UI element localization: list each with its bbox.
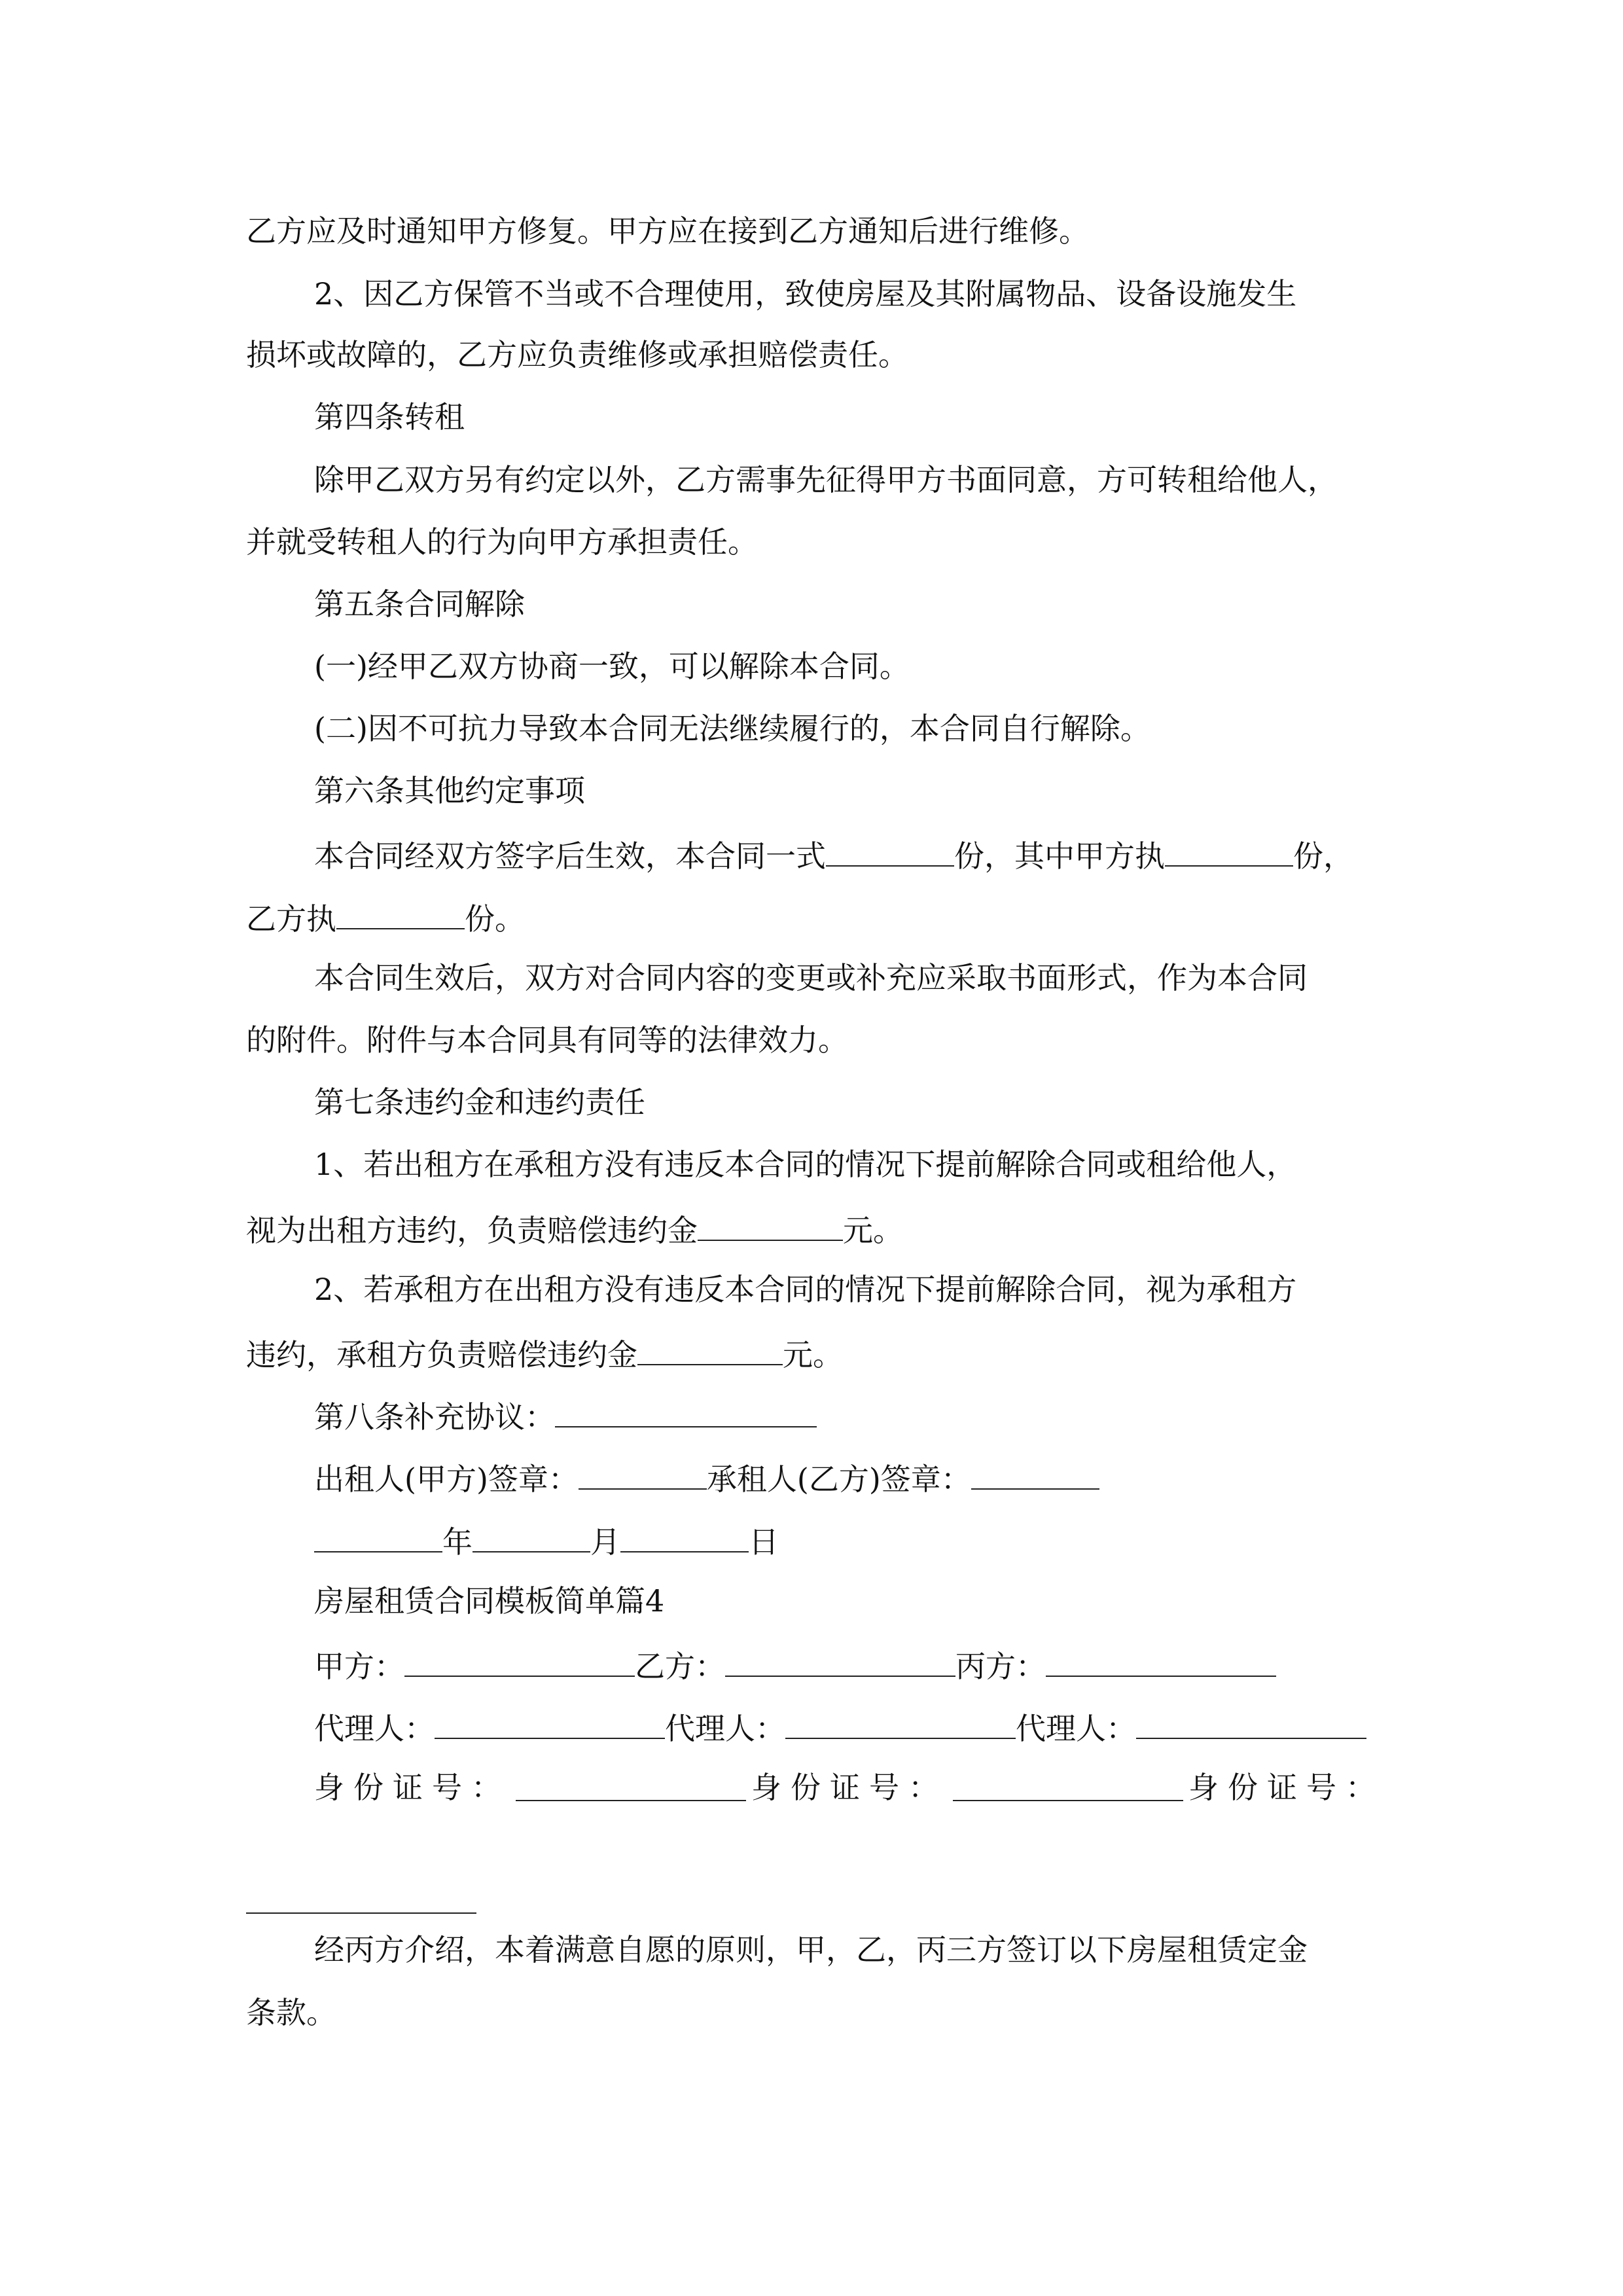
date-line	[314, 1516, 1385, 1562]
id-c-label: 身份证号：	[1188, 1770, 1385, 1805]
penalty-text: 元。	[783, 1337, 843, 1372]
party-b-label: 乙方：	[635, 1649, 725, 1684]
paragraph-line: 除甲乙双方另有约定以外，乙方需事先征得甲方书面同意，方可转租给他人，	[314, 462, 1338, 497]
copies-total-blank[interactable]	[826, 830, 954, 867]
id-a-blank[interactable]	[516, 1765, 746, 1801]
day-label: 日	[749, 1524, 779, 1560]
supplementary-agreement-blank[interactable]	[555, 1391, 817, 1427]
penalty-line	[246, 1329, 1385, 1374]
parties-line	[314, 1640, 1385, 1686]
paragraph-line: 条款。	[246, 1995, 336, 2030]
agent-c-label: 代理人：	[1016, 1711, 1136, 1746]
lessor-penalty-blank[interactable]	[698, 1204, 843, 1241]
agent-b-label: 代理人：	[665, 1711, 785, 1746]
paragraph-line: 并就受转租人的行为向甲方承担责任。	[246, 524, 758, 560]
copies-line	[246, 893, 1385, 939]
copies-text: 份。	[465, 901, 525, 937]
paragraph-line: 的附件。附件与本合同具有同等的法律效力。	[246, 1022, 848, 1058]
penalty-text: 违约，承租方负责赔偿违约金	[246, 1337, 637, 1372]
agent-a-label: 代理人：	[314, 1711, 435, 1746]
lessee-signature-label: 承租人(乙方)签章：	[706, 1462, 971, 1497]
year-label: 年	[442, 1524, 473, 1560]
id-a-label: 身份证号：	[314, 1770, 510, 1805]
id-numbers-line	[314, 1765, 1385, 1810]
party-c-label: 丙方：	[955, 1649, 1046, 1684]
copies-text: 本合同经双方签字后生效，本合同一式	[314, 838, 826, 874]
id-c-blank[interactable]	[246, 1912, 476, 1914]
paragraph-line: 本合同生效后，双方对合同内容的变更或补充应采取书面形式，作为本合同	[314, 960, 1308, 996]
paragraph-line: 1、若出租方在承租方没有违反本合同的情况下提前解除合同或租给他人，	[314, 1147, 1297, 1182]
clause-2-line: 2、因乙方保管不当或不合理使用，致使房屋及其附属物品、设备设施发生	[314, 276, 1297, 312]
penalty-line	[246, 1204, 1385, 1250]
party-a-blank[interactable]	[404, 1640, 635, 1677]
lessor-signature-label: 出租人(甲方)签章：	[314, 1462, 579, 1497]
month-label: 月	[590, 1524, 620, 1560]
article-7-heading: 第七条违约金和违约责任	[314, 1085, 645, 1120]
copies-text: 份，	[1293, 838, 1353, 874]
id-b-blank[interactable]	[953, 1765, 1183, 1801]
copies-text: 乙方执	[246, 901, 336, 937]
paragraph-line: (一)经甲乙双方协商一致，可以解除本合同。	[314, 649, 910, 684]
paragraph-line: 乙方应及时通知甲方修复。甲方应在接到乙方通知后进行维修。	[246, 213, 1089, 249]
party-b-blank[interactable]	[725, 1640, 955, 1677]
agents-line	[314, 1702, 1385, 1748]
year-blank[interactable]	[314, 1516, 442, 1552]
penalty-text: 视为出租方违约，负责赔偿违约金	[246, 1213, 698, 1248]
copies-text: 份，其中甲方执	[954, 838, 1165, 874]
lessor-signature-blank[interactable]	[579, 1453, 707, 1490]
paragraph-line: (二)因不可抗力导致本合同无法继续履行的，本合同自行解除。	[314, 711, 1150, 746]
paragraph-line: 损坏或故障的，乙方应负责维修或承担赔偿责任。	[246, 337, 908, 372]
article-8-line	[314, 1391, 1385, 1437]
agent-b-blank[interactable]	[785, 1702, 1016, 1739]
month-blank[interactable]	[473, 1516, 590, 1552]
penalty-text: 元。	[843, 1213, 903, 1248]
copies-party-a-blank[interactable]	[1165, 830, 1293, 867]
copies-party-b-blank[interactable]	[336, 893, 465, 929]
agent-c-blank[interactable]	[1136, 1702, 1366, 1739]
lessee-signature-blank[interactable]	[971, 1453, 1099, 1490]
party-c-blank[interactable]	[1046, 1640, 1276, 1677]
party-a-label: 甲方：	[314, 1649, 404, 1684]
article-8-heading: 第八条补充协议：	[314, 1399, 555, 1435]
article-5-heading: 第五条合同解除	[314, 586, 525, 622]
signature-line	[314, 1453, 1385, 1499]
paragraph-line: 2、若承租方在出租方没有违反本合同的情况下提前解除合同，视为承租方	[314, 1272, 1297, 1307]
copies-line	[314, 830, 1385, 876]
agent-a-blank[interactable]	[435, 1702, 665, 1739]
article-4-heading: 第四条转租	[314, 399, 465, 435]
article-6-heading: 第六条其他约定事项	[314, 773, 585, 808]
id-b-label: 身份证号：	[751, 1770, 948, 1805]
section-4-title: 房屋租赁合同模板简单篇4	[314, 1583, 665, 1619]
day-blank[interactable]	[620, 1516, 749, 1552]
lessee-penalty-blank[interactable]	[637, 1329, 783, 1365]
paragraph-line: 经丙方介绍，本着满意自愿的原则，甲，乙，丙三方签订以下房屋租赁定金	[314, 1932, 1308, 1967]
